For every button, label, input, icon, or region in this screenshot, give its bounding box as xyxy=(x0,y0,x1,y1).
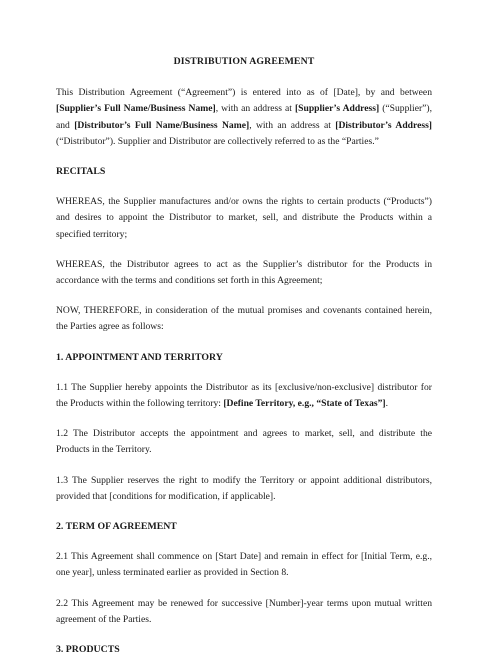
clause-2-1: 2.1 This Agreement shall commence on [Start Date] and remain in effect for [Initial Term, e.g., one year], unless terminated earlier as provided in Section 8. xyxy=(56,551,432,579)
section-3-heading: 3. PRODUCTS xyxy=(56,644,120,656)
document-page xyxy=(56,54,432,658)
document-title: DISTRIBUTION AGREEMENT xyxy=(173,56,315,67)
clause-2-2: 2.2 This Agreement may be renewed for successive [Number]-year terms upon mutual written agreement of the Parties. xyxy=(56,597,432,625)
supplier-address-placeholder: [Supplier’s Address] xyxy=(294,103,380,115)
clause-1-3: 1.3 The Supplier reserves the right to modify the Territory or appoint additional distributors, provided that [conditions for modification, if applicable]. xyxy=(56,474,432,502)
intro-text-3: (“Supplier”), and xyxy=(56,103,433,131)
clause-1-1-end: . xyxy=(385,398,389,410)
whereas-paragraph-2: WHEREAS, the Distributor agrees to act as the Supplier’s distributor for the Products in accordance with the terms and conditions set forth in this Agreement; xyxy=(56,258,432,287)
supplier-name-placeholder: [Supplier’s Full Name/Business Name] xyxy=(56,103,216,115)
recitals-heading: RECITALS xyxy=(56,166,106,178)
now-therefore-paragraph: NOW, THEREFORE, in consideration of the mutual promises and covenants contained herein, the Parties agree as follows: xyxy=(56,305,432,333)
clause-1-1 xyxy=(56,380,432,412)
territory-placeholder: [Define Territory, e.g., “State of Texas”] xyxy=(223,398,386,410)
clause-1-2: 1.2 The Distributor accepts the appointment and agrees to market, sell, and distribute the Products in the Territory. xyxy=(56,428,432,456)
intro-text-4: , with an address at xyxy=(249,119,336,131)
whereas-paragraph-1: WHEREAS, the Supplier manufactures and/or owns the rights to certain products (“Products”) and desires to appoint the Distributor to market, sell, and distribute the Products within a specified territory; xyxy=(56,196,432,240)
intro-text-2: , with an address at xyxy=(215,103,295,115)
section-1-heading: 1. APPOINTMENT AND TERRITORY xyxy=(56,351,223,363)
intro-text-1: This Distribution Agreement (“Agreement”) is entered into as of [Date], by and between xyxy=(56,87,432,99)
clause-1-1-text: 1.1 The Supplier hereby appoints the Distributor as its [exclusive/non-exclusive] distributor for the Products within the following territory: xyxy=(56,381,432,410)
intro-text-5: (“Distributor”). Supplier and Distributor are collectively referred to as the “Parties.” xyxy=(56,135,379,147)
distributor-address-placeholder: [Distributor’s Address] xyxy=(335,119,433,131)
distributor-name-placeholder: [Distributor’s Full Name/Business Name] xyxy=(74,119,250,131)
intro-paragraph xyxy=(56,85,432,150)
section-2-heading: 2. TERM OF AGREEMENT xyxy=(56,521,177,533)
